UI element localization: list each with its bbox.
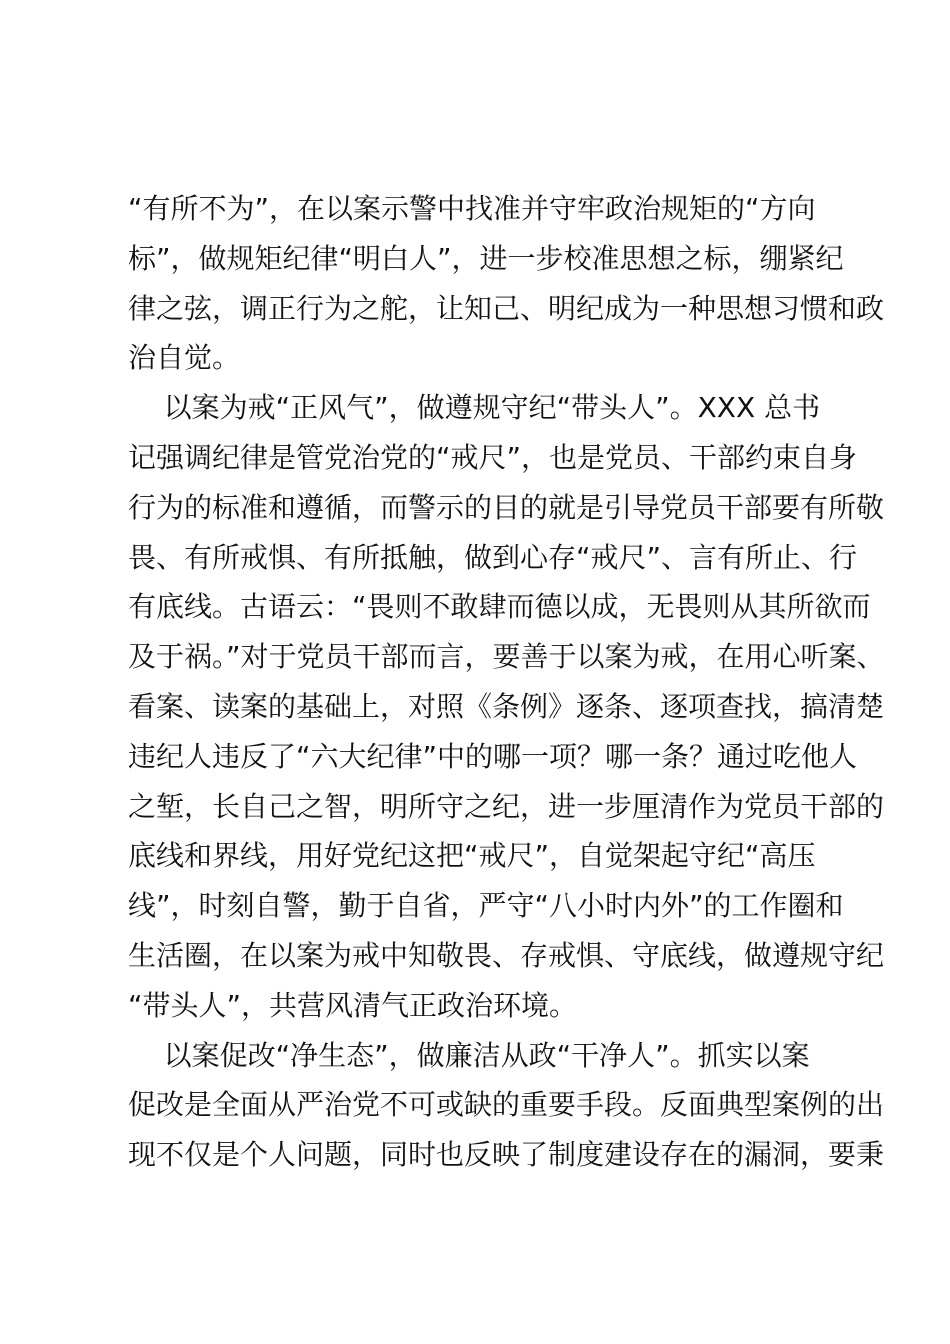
text-line: 以案促改“净生态”，做廉洁从政“干净人”。抓实以案 [128,1038,810,1072]
paragraph-2 [128,383,885,1030]
text-line: 以案为戒“正风气”，做遵规守纪“带头人”。XXX 总书 [128,391,821,425]
text-line: 促改是全面从严治党不可或缺的重要手段。反面典型案例的出 [128,1088,885,1122]
text-line: 现不仅是个人问题，同时也反映了制度建设存在的漏洞，要秉 [128,1138,885,1172]
body-text [128,184,885,1180]
paragraph-3 [128,1031,885,1180]
text-line: 标”，做规矩纪律“明白人”，进一步校准思想之标，绷紧纪 [128,241,844,275]
text-line: 有底线。古语云：“畏则不敢肆而德以成，无畏则从其所欲而 [128,590,871,624]
text-line: 治自觉。 [128,341,241,375]
text-line: 底线和界线，用好党纪这把“戒尺”，自觉架起守纪“高压 [128,839,816,873]
text-line: 违纪人违反了“六大纪律”中的哪一项？哪一条？通过吃他人 [128,739,858,773]
text-line: “带头人”，共营风清气正政治环境。 [128,988,578,1022]
text-line: 律之弦，调正行为之舵，让知己、明纪成为一种思想习惯和政 [128,291,885,325]
text-line: 记强调纪律是管党治党的“戒尺”，也是党员、干部约束自身 [128,440,858,474]
text-line: 之堑，长自己之智，明所守之纪，进一步厘清作为党员干部的 [128,789,885,823]
text-line: “有所不为”，在以案示警中找准并守牢政治规矩的“方向 [128,192,816,225]
paragraph-1 [128,184,885,383]
text-line: 线”，时刻自警，勤于自省，严守“八小时内外”的工作圈和 [128,889,844,923]
text-line: 行为的标准和遵循，而警示的目的就是引导党员干部要有所敬 [128,490,885,524]
text-line: 及于祸。”对于党员干部而言，要善于以案为戒，在用心听案、 [128,640,885,674]
text-line: 看案、读案的基础上，对照《条例》逐条、逐项查找，搞清楚 [128,689,885,723]
text-line: 畏、有所戒惧、有所抵触，做到心存“戒尺”、言有所止、行 [128,540,858,574]
text-line: 生活圈，在以案为戒中知敬畏、存戒惧、守底线，做遵规守纪 [128,938,885,972]
